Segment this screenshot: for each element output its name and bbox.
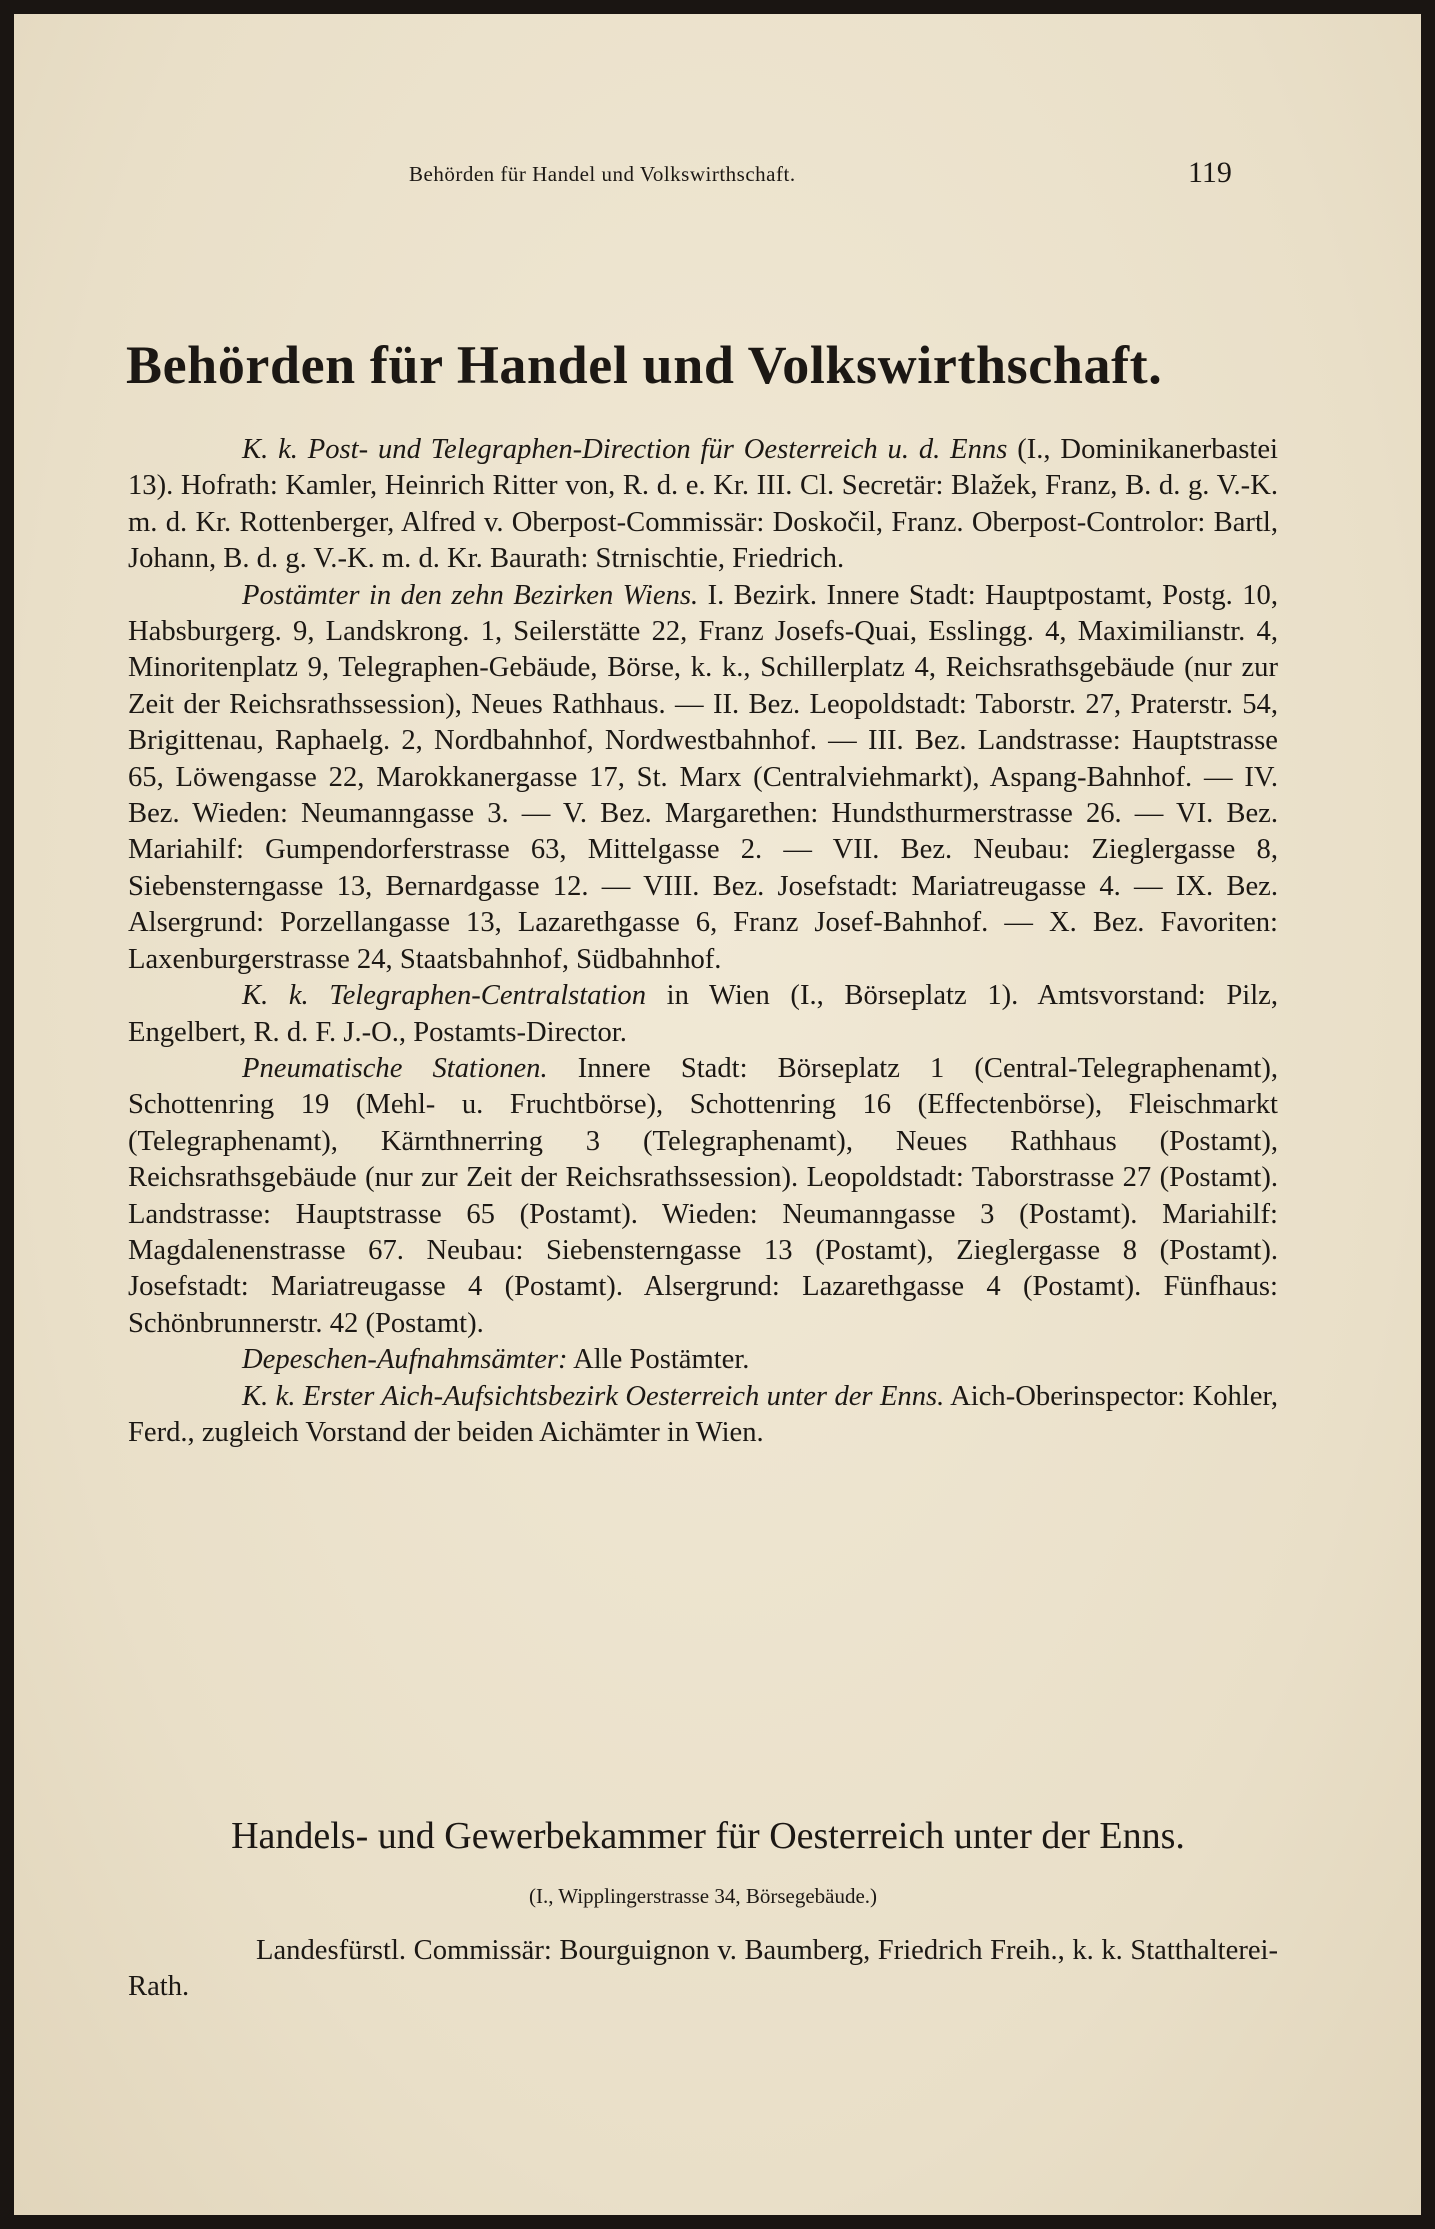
kammer-section bbox=[128, 1810, 1278, 2034]
kammer-address: (I., Wipplingerstrasse 34, Börsegebäude.) bbox=[528, 1884, 878, 1908]
running-head bbox=[14, 156, 1421, 196]
aich-heading: K. k. Erster Aich-Aufsichtsbezirk Oesterreich unter der Enns. bbox=[242, 1380, 945, 1412]
running-head-title: Behörden für Handel und Volkswirthschaft. bbox=[409, 162, 796, 186]
book-page bbox=[14, 14, 1421, 2215]
post-direction-text: (I., Dominikanerbastei 13). Hofrath: Kamler, Heinrich Ritter von, R. d. e. Kr. III. Cl. Secretär: Blažek, Franz, B. d. g. V.-K. m. d. Kr. Rottenberger, Alfred v. Oberpost-Commissär: Doskočil, Franz. Oberpost-Controlor: Bartl, Johann, B. d. g. V.-K. m. d. Kr. Baurath: Strnischtie, Friedrich. bbox=[128, 434, 1278, 575]
aich-text: Aich-Oberinspector: Kohler, Ferd., zugleich Vorstand der beiden Aichämter in Wien. bbox=[128, 1380, 1278, 1448]
pneumatische-heading: Pneumatische Stationen. bbox=[242, 1052, 548, 1084]
paragraph-telegraphen bbox=[128, 978, 1278, 1051]
kammer-heading: Handels- und Gewerbekammer für Oesterreich unter der Enns. bbox=[231, 1815, 1185, 1857]
kammer-commissaer: Landesfürstl. Commissär: Bourguignon v. Baumberg, Friedrich Freih., k. k. Statthalterei-Rath. bbox=[128, 1935, 1278, 2003]
depeschen-text: Alle Postämter. bbox=[567, 1344, 750, 1376]
depeschen-heading: Depeschen-Aufnahmsämter: bbox=[242, 1344, 568, 1376]
paragraph-pneumatische bbox=[128, 1051, 1278, 1342]
postaemter-text: I. Bezirk. Innere Stadt: Hauptpostamt, Postg. 10, Habsburgerg. 9, Landskrong. 1, Seilerstätte 22, Franz Josefs-Quai, Esslingg. 4, Maximilianstr. 4, Minoritenplatz 9, Telegraphen-Gebäude, Börse, k. k., Schillerplatz 4, Reichsrathsgebäude (nur zur Zeit der Reichsrathssession), Neues Rathhaus. — II. Bez. Leopoldstadt: Taborstr. 27, Praterstr. 54, Brigittenau, Raphaelg. 2, Nordbahnhof, Nordwestbahnhof. — III. Bez. Landstrasse: Hauptstrasse 65, Löwengasse 22, Marokkanergasse 17, St. Marx (Centralviehmarkt), Aspang-Bahnhof. — IV. Bez. Wieden: Neumanngasse 3. — V. Bez. Margarethen: Hundsthurmerstrasse 26. — VI. Bez. Mariahilf: Gumpendorferstrasse 63, Mittelgasse 2. — VII. Bez. Neubau: Zieglergasse 8, Siebensterngasse 13, Bernardgasse 12. — VIII. Bez. Josefstadt: Mariatreugasse 4. — IX. Bez. Alsergrund: Porzellangasse 13, Lazarethgasse 6, Franz Josef-Bahnhof. — X. Bez. Favoriten: Laxenburgerstrasse 24, Staatsbahnhof, Südbahnhof. bbox=[128, 579, 1278, 975]
page-number: 119 bbox=[1188, 156, 1232, 189]
pneumatische-text: Innere Stadt: Börseplatz 1 (Central-Telegraphenamt), Schottenring 19 (Mehl- u. Fruchtbörse), Schottenring 16 (Effectenbörse), Fleischmarkt (Telegraphenamt), Kärnthnerring 3 (Telegraphenamt), Neues Rathhaus (Postamt), Reichsrathsgebäude (nur zur Zeit der Reichsrathssession). Leopoldstadt: Taborstrasse 27 (Postamt). Landstrasse: Hauptstrasse 65 (Postamt). Wieden: Neumanngasse 3 (Postamt). Mariahilf: Magdalenenstrasse 67. Neubau: Siebensterngasse 13 (Postamt), Zieglergasse 8 (Postamt). Josefstadt: Mariatreugasse 4 (Postamt). Alsergrund: Lazarethgasse 4 (Postamt). Fünfhaus: Schönbrunnerstr. 42 (Postamt). bbox=[128, 1052, 1279, 1339]
paragraph-postaemter bbox=[128, 578, 1278, 978]
telegraphen-heading: K. k. Telegraphen-Centralstation bbox=[242, 980, 646, 1012]
paragraph-post-direction bbox=[128, 432, 1278, 578]
body-text bbox=[128, 432, 1278, 1451]
paragraph-aich bbox=[128, 1379, 1278, 1452]
paragraph-depeschen bbox=[128, 1342, 1278, 1378]
telegraphen-text: in Wien (I., Börseplatz 1). Amtsvorstand: Pilz, Engelbert, R. d. F. J.-O., Postamts-Director. bbox=[128, 980, 1278, 1048]
main-title: Behörden für Handel und Volkswirthschaft. bbox=[126, 335, 1163, 395]
postaemter-heading: Postämter in den zehn Bezirken Wiens. bbox=[242, 579, 699, 611]
post-direction-heading: K. k. Post- und Telegraphen-Direction für Oesterreich u. d. Enns bbox=[242, 434, 1008, 465]
